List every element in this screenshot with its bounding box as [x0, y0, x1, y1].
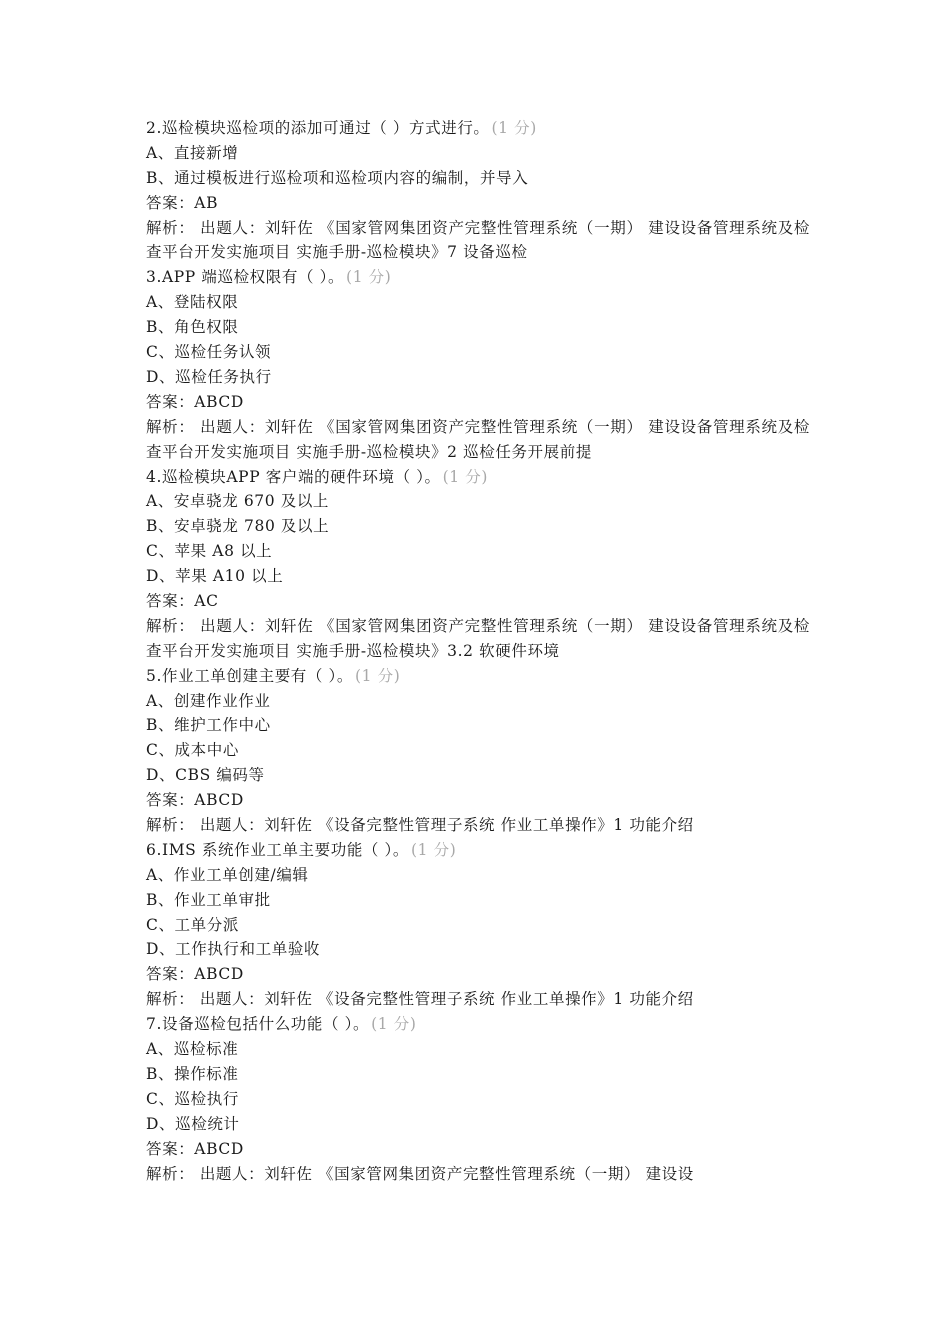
option-item: B、安卓骁龙 780 及以上 [146, 517, 330, 536]
question-stem: 7.设备巡检包括什么功能（ ）。 (1 分) [146, 1015, 417, 1034]
option-item: D、巡检统计 [146, 1114, 240, 1133]
option-item: C、苹果 A8 以上 [146, 542, 273, 561]
analysis-text: 解析： 出题人：刘轩佐 《国家管网集团资产完整性管理系统（一期） 建设设备管理系统及检查平台开发实施项目 实施手册-巡检模块》3.2 软硬件环境 [146, 616, 810, 660]
answer-line: 答案：AC [146, 591, 219, 610]
option-item: B、作业工单审批 [146, 890, 271, 909]
option-item: B、角色权限 [146, 318, 239, 337]
option-item: C、巡检任务认领 [146, 343, 272, 362]
analysis-text: 解析： 出题人：刘轩佐 《设备完整性管理子系统 作业工单操作》1 功能介绍 [146, 990, 694, 1009]
option-item: A、作业工单创建/编辑 [146, 865, 309, 884]
option-item: D、CBS 编码等 [146, 766, 265, 785]
option-item: B、操作标准 [146, 1064, 239, 1083]
option-item: D、苹果 A10 以上 [146, 567, 284, 586]
option-item: B、维护工作中心 [146, 716, 271, 735]
question-block [146, 838, 810, 1012]
question-stem: 3.APP 端巡检权限有（ ）。 (1 分) [146, 268, 392, 287]
answer-line: 答案：ABCD [146, 791, 244, 810]
analysis-text: 解析： 出题人：刘轩佐 《国家管网集团资产完整性管理系统（一期） 建设设 [146, 1164, 694, 1183]
option-item: B、通过模板进行巡检项和巡检项内容的编制，并导入 [146, 168, 529, 187]
answer-line: 答案：ABCD [146, 965, 244, 984]
question-stem: 2.巡检模块巡检项的添加可通过（ ）方式进行。 (1 分) [146, 119, 537, 137]
option-item: A、巡检标准 [146, 1040, 239, 1059]
question-stem: 6.IMS 系统作业工单主要功能（ ）。 (1 分) [146, 840, 457, 859]
answer-line: 答案：ABCD [146, 1139, 244, 1158]
question-score: (1 分) [371, 1015, 417, 1034]
option-item: A、直接新增 [146, 143, 239, 162]
option-item: C、工单分派 [146, 915, 239, 934]
analysis-text: 解析： 出题人：刘轩佐 《国家管网集团资产完整性管理系统（一期） 建设设备管理系统及检查平台开发实施项目 实施手册-巡检模块》2 巡检任务开展前提 [146, 417, 810, 461]
question-score: (1 分) [354, 666, 401, 685]
question-score: (1 分) [411, 840, 457, 859]
question-block [146, 664, 810, 838]
question-block [146, 116, 810, 265]
option-item: A、登陆权限 [146, 293, 239, 312]
question-score: (1 分) [442, 467, 489, 486]
document-body [146, 116, 810, 1186]
question-block [146, 1012, 810, 1186]
answer-line: 答案：AB [146, 193, 219, 212]
option-item: D、工作执行和工单验收 [146, 940, 321, 959]
analysis-text: 解析： 出题人：刘轩佐 《国家管网集团资产完整性管理系统（一期） 建设设备管理系统及检查平台开发实施项目 实施手册-巡检模块》7 设备巡检 [146, 218, 810, 262]
question-score: (1 分) [491, 119, 537, 137]
answer-line: 答案：ABCD [146, 392, 244, 411]
question-block [146, 465, 810, 664]
option-item: C、成本中心 [146, 741, 239, 760]
option-item: A、创建作业作业 [146, 691, 271, 710]
question-stem: 5.作业工单创建主要有（ ）。 (1 分) [146, 666, 401, 685]
question-stem: 4.巡检模块APP 客户端的硬件环境（ ）。 (1 分) [146, 467, 489, 486]
option-item: A、安卓骁龙 670 及以上 [146, 492, 330, 511]
option-item: C、巡检执行 [146, 1089, 239, 1108]
option-item: D、巡检任务执行 [146, 367, 272, 386]
question-block [146, 265, 810, 464]
question-score: (1 分) [346, 268, 392, 287]
analysis-text: 解析： 出题人：刘轩佐 《设备完整性管理子系统 作业工单操作》1 功能介绍 [146, 816, 694, 835]
